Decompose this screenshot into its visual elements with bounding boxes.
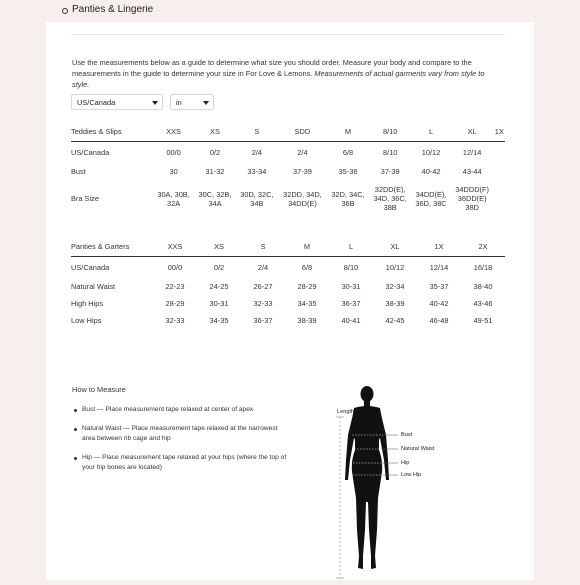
table-cell: 40-42: [421, 167, 441, 176]
table-cell: 26-27: [253, 282, 273, 291]
list-item: [72, 405, 292, 415]
row-label: High Hips: [71, 298, 104, 308]
intro-body: Use the measurements below as a guide to determine what size you should order. Measure your body and compare to the measurements in the guide to determine your size in For Love & Lemons.: [72, 58, 472, 79]
table-cell: 32-33: [165, 315, 185, 325]
column-header: XXS: [153, 121, 194, 142]
table-cell: 32-33: [253, 298, 273, 308]
table-cell: 40-42: [429, 298, 449, 308]
table-cell: 28-29: [165, 298, 185, 308]
table-cell: 32-34: [385, 282, 405, 291]
table-cell: 6/8: [301, 263, 313, 273]
table-cell: 30: [169, 167, 178, 176]
table-cell: 42-45: [385, 315, 405, 325]
table-cell: 30-31: [209, 298, 229, 308]
low-hip-label: Low Hip: [401, 472, 422, 478]
table-cell: 12/14: [462, 148, 482, 158]
column-header: 1X: [417, 236, 461, 257]
table-cell: 33-34: [247, 167, 267, 176]
divider: [71, 34, 505, 35]
bullet-ring-icon: [62, 8, 68, 14]
list-item-text: Bust — Place measurement tape relaxed at center of apex: [82, 406, 254, 413]
intro-text: [72, 57, 492, 90]
table-row: [71, 312, 505, 329]
column-header: XS: [194, 121, 236, 142]
table-cell: 30C, 32B, 34A: [198, 189, 232, 208]
column-header: L: [329, 236, 373, 257]
column-header: S: [236, 121, 278, 142]
table-title: Teddies & Slips: [71, 121, 153, 142]
region-select[interactable]: [71, 94, 163, 110]
how-to-measure-title: How to Measure: [72, 385, 126, 394]
row-label: Low Hips: [71, 315, 102, 325]
bullet-icon: [74, 409, 77, 412]
column-header: 8/10: [369, 121, 411, 142]
table-cell: 30-31: [341, 282, 361, 291]
table-cell: 12/14: [429, 263, 449, 273]
hip-label: Hip: [401, 460, 410, 466]
table-cell: 36-37: [253, 315, 273, 325]
column-header: SDD: [278, 121, 327, 142]
column-header: M: [285, 236, 329, 257]
column-header: M: [327, 121, 369, 142]
table-cell: 8/10: [343, 263, 359, 273]
table-cell: 8/10: [382, 148, 398, 158]
column-header: 2X: [461, 236, 505, 257]
table-cell: 34-35: [209, 315, 229, 325]
how-to-measure-list: [72, 405, 292, 482]
table-cell: 38-40: [473, 282, 493, 291]
table-cell: 10/12: [385, 263, 405, 273]
column-header: XXS: [153, 236, 197, 257]
table-cell: 34-35: [297, 298, 317, 308]
table-row: [71, 257, 505, 279]
table-row: [71, 279, 505, 295]
natural-waist-label: Natural Waist: [401, 446, 435, 452]
page-header: [0, 0, 580, 22]
table-cell: 30A, 30B, 32A: [157, 189, 190, 208]
table-cell: 10/12: [421, 148, 441, 158]
table-cell: 40-41: [341, 315, 361, 325]
table-cell: 37-39: [380, 167, 400, 176]
table-cell: 0/2: [213, 263, 225, 273]
panties-size-table: [71, 236, 505, 329]
region-select-value: US/Canada: [77, 98, 116, 107]
table-cell: 32D, 34C, 36B: [331, 189, 365, 208]
teddies-size-table: [71, 121, 505, 218]
column-header: L: [411, 121, 451, 142]
row-label: Natural Waist: [71, 282, 116, 291]
table-cell: 00/0: [166, 148, 181, 158]
table-cell: 28-29: [297, 282, 317, 291]
table-cell: 38-39: [385, 298, 405, 308]
unit-select-value: in: [176, 98, 182, 107]
table-cell: 34DDD(F) 36DD(E) 38D: [455, 185, 489, 212]
row-label: Bra Size: [71, 194, 99, 203]
table-cell: 0/2: [209, 148, 221, 158]
table-cell: 37-39: [292, 167, 312, 176]
table-cell: 36-37: [341, 298, 361, 308]
bullet-icon: [74, 428, 77, 431]
table-cell: 43-44: [462, 167, 482, 176]
table-cell: 2/4: [251, 148, 263, 158]
unit-select[interactable]: [170, 94, 214, 110]
chevron-down-icon: [152, 101, 158, 105]
table-cell: 38-39: [297, 315, 317, 325]
measurement-figure: [330, 380, 480, 580]
list-item-text: Hip — Place measurement tape relaxed at your hips (where the top of your hip bones are located): [82, 454, 287, 471]
table-cell: 46-48: [429, 315, 449, 325]
table-cell: 32DD(E), 34D, 36C, 38B: [373, 185, 407, 212]
table-cell: 30D, 32C, 34B: [240, 189, 274, 208]
section-title: Panties & Lingerie: [72, 4, 154, 15]
length-label: Length: [337, 409, 355, 415]
intro-italic: Measurements of actual garments vary from style to style.: [72, 69, 485, 90]
chevron-down-icon: [203, 101, 209, 105]
bullet-icon: [74, 457, 77, 460]
table-cell: 24-25: [209, 282, 229, 291]
list-item: [72, 424, 292, 444]
table-row: [71, 164, 505, 180]
column-header: XL: [451, 121, 494, 142]
row-label: Bust: [71, 167, 86, 176]
table-cell: 35-37: [429, 282, 449, 291]
table-cell: 49-51: [473, 315, 493, 325]
table-cell: 43-46: [473, 298, 493, 308]
list-item-text: Natural Waist — Place measurement tape relaxed at the narrowest area between rib cage and hip: [82, 425, 278, 442]
table-cell: 16/18: [473, 263, 493, 273]
column-header: XL: [373, 236, 417, 257]
row-label: US/Canada: [71, 148, 110, 158]
column-header: XS: [197, 236, 241, 257]
table-row: [71, 180, 505, 218]
table-row: [71, 142, 505, 164]
table-cell: 22-23: [165, 282, 185, 291]
table-cell: 31-32: [205, 167, 225, 176]
column-header: S: [241, 236, 285, 257]
list-item: [72, 453, 292, 473]
bust-label: Bust: [401, 432, 413, 438]
table-title: Panties & Garters: [71, 236, 153, 257]
table-cell: 34DD(E), 36D, 38C: [415, 189, 447, 208]
table-cell: 35-36: [338, 167, 358, 176]
table-cell: 6/8: [342, 148, 354, 158]
table-cell: 2/4: [257, 263, 269, 273]
table-row: [71, 295, 505, 312]
table-cell: 32DD, 34D, 34DD(E): [283, 189, 322, 208]
column-header: 1X: [493, 121, 505, 142]
table-cell: 00/0: [167, 263, 183, 273]
table-cell: 2/4: [297, 148, 308, 158]
row-label: US/Canada: [71, 263, 110, 273]
